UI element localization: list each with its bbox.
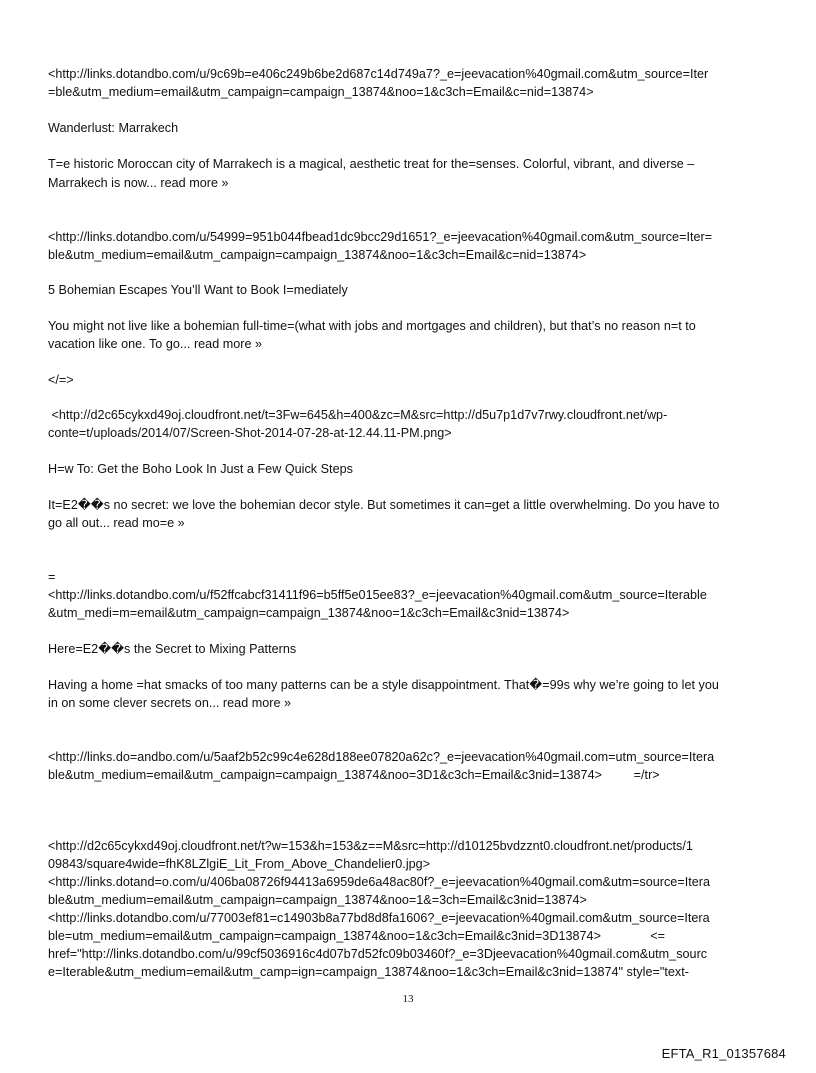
article-title: Wanderlust: Marrakech — [48, 121, 179, 135]
text-line: T=e historic Moroccan city of Marrakech is a magical, aesthetic treat for the=senses. Colorful, vibrant, and diverse – — [48, 157, 695, 171]
text-line: 09843/square4wide=fhK8LZlgiE_Lit_From_Above_Chandelier0.jpg> — [48, 857, 431, 871]
text-line: <http://links.dotandbo.com/u/54999=951b044fbead1dc9bcc29d1651?_e=jeevacation%40gmail.com&utm_source=Iter= — [48, 230, 713, 244]
text-line: href="http://links.dotandbo.com/u/99cf5036916c4d07b7d52fc09b03460f?_e=3Djeevacation%40gmail.com&utm_sourc — [48, 947, 708, 961]
page-number: 13 — [402, 993, 414, 1005]
text-line: conte=t/uploads/2014/07/Screen-Shot-2014-07-28-at-12.44.11-PM.png> — [48, 426, 452, 440]
text-line: ble&utm_medium=email&utm_campaign=campaign_13874&noo=1&c3ch=Email&c=nid=13874> — [48, 248, 587, 262]
text-line: Marrakech is now... read more » — [48, 176, 229, 190]
article-title: Here=E2��s the Secret to Mixing Patterns — [48, 642, 297, 656]
text-line: It=E2��s no secret: we love the bohemian decor style. But sometimes it can=get a little overwhelming. Do you have to — [48, 498, 720, 512]
text-line: <http://d2c65cykxd49oj.cloudfront.net/t=3Fw=645&h=400&zc=M&src=http://d5u7p1d7v7rwy.cloudfront.net/wp- — [48, 408, 668, 422]
text-line: =ble&utm_medium=email&utm_campaign=campaign_13874&noo=1&c3ch=Email&c=nid=13874> — [48, 85, 594, 99]
text-line: <http://links.dotand=o.com/u/406ba08726f94413a6959de6a48ac80f?_e=jeevacation%40gmail.com&utm=source=Itera — [48, 875, 711, 889]
text-line: </=> — [48, 373, 74, 387]
text-line: vacation like one. To go... read more » — [48, 337, 263, 351]
text-line: ble=utm_medium=email&utm_campaign=campaign_13874&noo=1&c3ch=Email&c3nid=3D13874> <= — [48, 929, 665, 943]
text-line: in on some clever secrets on... read more » — [48, 696, 292, 710]
text-line: <http://links.dotandbo.com/u/f52ffcabcf31411f96=b5ff5e015ee83?_e=jeevacation%40gmail.com&utm_source=Iterable — [48, 588, 707, 602]
text-line: e=Iterable&utm_medium=email&utm_camp=ign=campaign_13874&noo=1&c3ch=Email&c3nid=13874" style="text- — [48, 965, 689, 979]
text-line: ble&utm_medium=email&utm_campaign=campaign_13874&noo=1&=3ch=Email&c3nid=13874> — [48, 893, 587, 907]
text-line: &utm_medi=m=email&utm_campaign=campaign_13874&noo=1&c3ch=Email&c3nid=13874> — [48, 606, 570, 620]
text-line: <http://links.do=andbo.com/u/5aaf2b52c99c4e628d188ee07820a62c?_e=jeevacation%40gmail.com=utm_source=Itera — [48, 750, 715, 764]
text-line: <http://links.dotandbo.com/u/9c69b=e406c249b6be2d687c14d749a7?_e=jeevacation%40gmail.com&utm_source=Iter — [48, 67, 709, 81]
article-title: 5 Bohemian Escapes You’ll Want to Book I=mediately — [48, 283, 348, 297]
text-line: = — [48, 570, 56, 584]
article-title: H=w To: Get the Boho Look In Just a Few Quick Steps — [48, 462, 353, 476]
text-line: <http://links.dotandbo.com/u/77003ef81=c14903b8a77bd8d8fa1606?_e=jeevacation%40gmail.com&utm_source=Itera — [48, 911, 710, 925]
text-line: Having a home =hat smacks of too many patterns can be a style disappointment. That�=99s why we’re going to let you — [48, 678, 719, 692]
text-line: go all out... read mo=e » — [48, 516, 185, 530]
bates-number: EFTA_R1_01357684 — [661, 1046, 786, 1061]
text-line: ble&utm_medium=email&utm_campaign=campaign_13874&noo=3D1&c3ch=Email&c3nid=13874> =/tr> — [48, 768, 660, 782]
text-line: You might not live like a bohemian full-time=(what with jobs and mortgages and children), but that’s no reason n=t to — [48, 319, 696, 333]
text-line: <http://d2c65cykxd49oj.cloudfront.net/t?w=153&h=153&z==M&src=http://d10125bvdzznt0.cloudfront.net/products/1 — [48, 839, 693, 853]
